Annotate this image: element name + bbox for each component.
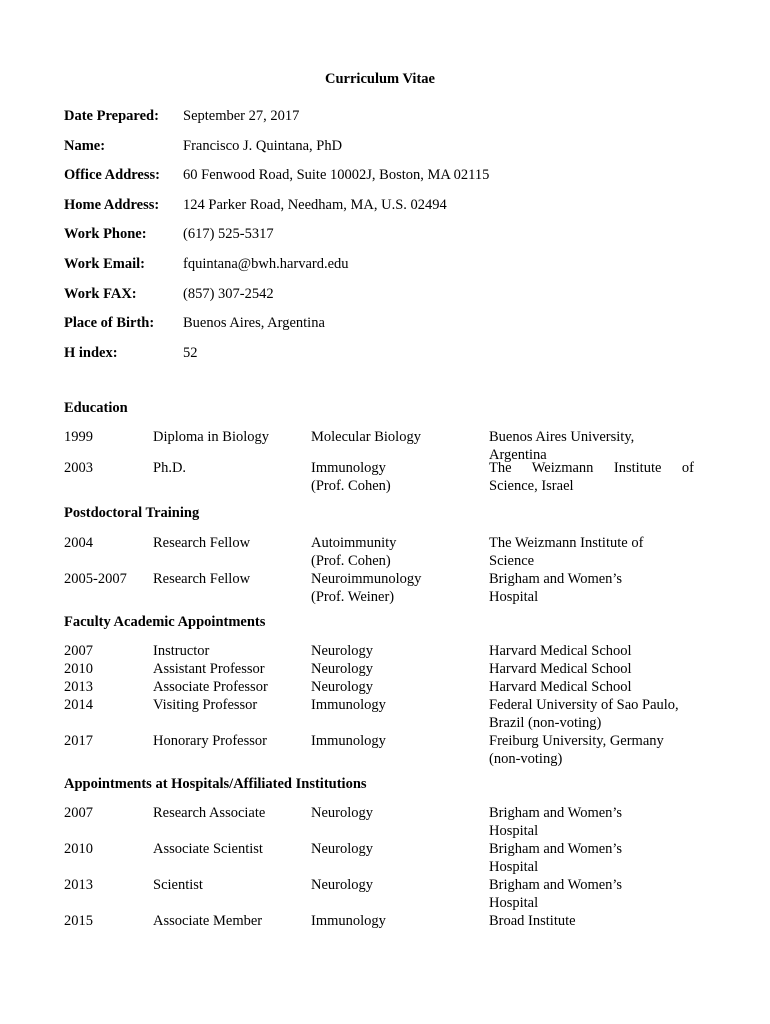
position-cell: Associate Member: [153, 913, 263, 929]
table-row: [64, 894, 714, 912]
department-cell: Immunology: [311, 733, 386, 749]
info-label: H index:: [64, 344, 118, 361]
info-label: Home Address:: [64, 196, 160, 213]
year-cell: 2014: [64, 697, 93, 713]
institution-cell: Hospital: [489, 823, 539, 839]
year-cell: 2005-2007: [64, 571, 127, 587]
institution-cell: Harvard Medical School: [489, 679, 632, 695]
info-label: Date Prepared:: [64, 108, 159, 124]
institution-cell: The Weizmann Institute of: [489, 535, 644, 551]
section-heading: Faculty Academic Appointments: [64, 614, 266, 630]
position-cell: Instructor: [153, 643, 210, 659]
hospital-section: [64, 775, 714, 793]
field-cell: (Prof. Cohen): [311, 553, 391, 569]
field-cell: Autoimmunity: [311, 535, 397, 551]
table-row: [64, 570, 714, 588]
info-row-h-index: [64, 344, 744, 374]
info-row-place-of-birth: [64, 314, 744, 344]
department-cell: Neurology: [311, 643, 374, 659]
institution-cell: Brigham and Women’s: [489, 877, 623, 893]
institution-cell: Freiburg University, Germany: [489, 733, 664, 749]
info-value: Buenos Aires, Argentina: [183, 315, 325, 332]
department-cell: Neurology: [311, 805, 374, 821]
info-label: Work Phone:: [64, 226, 147, 243]
institution-cell: Science: [489, 553, 535, 569]
table-row: [64, 588, 714, 606]
postdoc-section: [64, 504, 714, 522]
info-value: September 27, 2017: [183, 108, 300, 124]
year-cell: 2013: [64, 679, 93, 695]
info-row-date-prepared: [64, 107, 744, 137]
field-cell: Neuroimmunology: [311, 571, 422, 587]
year-cell: 2003: [64, 460, 93, 476]
info-label: Place of Birth:: [64, 315, 155, 332]
institution-cell: Brigham and Women’s: [489, 841, 623, 857]
institution-cell: Brigham and Women’s: [489, 805, 623, 821]
table-row: [64, 696, 714, 714]
field-cell: Molecular Biology: [311, 429, 421, 445]
position-cell: Research Fellow: [153, 535, 251, 551]
position-cell: Associate Scientist: [153, 841, 263, 857]
field-cell: (Prof. Weiner): [311, 589, 395, 605]
table-row: [64, 534, 714, 552]
info-label: Office Address:: [64, 167, 160, 184]
institution-cell: Science, Israel: [489, 478, 574, 494]
info-value: (857) 307-2542: [183, 285, 274, 302]
year-cell: 2013: [64, 877, 93, 893]
table-row: [64, 804, 714, 822]
info-value: fquintana@bwh.harvard.edu: [183, 255, 349, 272]
info-row-home-address: [64, 196, 744, 226]
faculty-section: [64, 613, 714, 631]
degree-cell: Diploma in Biology: [153, 429, 269, 445]
info-label: Name:: [64, 137, 106, 154]
section-heading: Education: [64, 400, 128, 416]
position-cell: Honorary Professor: [153, 733, 267, 749]
table-row: [64, 750, 714, 768]
institution-cell: Brigham and Women’s: [489, 571, 623, 587]
year-cell: 2007: [64, 643, 93, 659]
position-cell: Associate Professor: [153, 679, 268, 695]
institution-cell: Federal University of Sao Paulo,: [489, 697, 679, 713]
institution-cell: Argentina: [489, 447, 547, 463]
document-title: Curriculum Vitae: [325, 71, 435, 87]
table-row: [64, 428, 714, 446]
position-cell: Assistant Professor: [153, 661, 265, 677]
table-row: [64, 732, 714, 750]
info-row-work-email: [64, 255, 744, 285]
department-cell: Neurology: [311, 877, 374, 893]
year-cell: 2010: [64, 841, 93, 857]
position-cell: Research Fellow: [153, 571, 251, 587]
info-value: 52: [183, 344, 198, 361]
table-row: [64, 642, 714, 660]
personal-info: [64, 107, 744, 373]
department-cell: Immunology: [311, 913, 386, 929]
institution-cell: Buenos Aires University,: [489, 429, 635, 445]
institution-cell: Hospital: [489, 589, 539, 605]
table-row: [64, 876, 714, 894]
hospital-entries: [64, 804, 714, 930]
degree-cell: Ph.D.: [153, 460, 187, 476]
info-label: Work FAX:: [64, 285, 137, 302]
table-row: [64, 714, 714, 732]
institution-cell: Hospital: [489, 859, 539, 875]
department-cell: Neurology: [311, 679, 374, 695]
info-row-name: [64, 137, 744, 167]
department-cell: Immunology: [311, 697, 386, 713]
table-row: [64, 822, 714, 840]
position-cell: Visiting Professor: [153, 697, 258, 713]
year-cell: 1999: [64, 429, 93, 445]
info-value: Francisco J. Quintana, PhD: [183, 137, 343, 154]
table-row: [64, 477, 714, 495]
year-cell: 2004: [64, 535, 93, 551]
position-cell: Research Associate: [153, 805, 266, 821]
table-row: [64, 912, 714, 930]
postdoc-entries: [64, 534, 714, 606]
info-row-work-fax: [64, 285, 744, 315]
info-value: 124 Parker Road, Needham, MA, U.S. 02494: [183, 196, 447, 213]
education-section: [64, 399, 714, 417]
institution-cell: Hospital: [489, 895, 539, 911]
institution-cell: The Weizmann Institute of: [489, 460, 694, 476]
table-row: [64, 858, 714, 876]
faculty-entries: [64, 642, 714, 768]
table-row: [64, 678, 714, 696]
info-row-work-phone: [64, 225, 744, 255]
table-row: [64, 840, 714, 858]
table-row: [64, 552, 714, 570]
info-label: Work Email:: [64, 255, 145, 272]
institution-cell: Harvard Medical School: [489, 643, 632, 659]
education-entry: [64, 459, 714, 495]
institution-cell: Broad Institute: [489, 913, 576, 929]
info-row-office-address: [64, 166, 744, 196]
year-cell: 2015: [64, 913, 93, 929]
info-value: (617) 525-5317: [183, 226, 274, 243]
year-cell: 2010: [64, 661, 93, 677]
section-heading: Postdoctoral Training: [64, 505, 200, 521]
field-cell: (Prof. Cohen): [311, 478, 391, 494]
department-cell: Neurology: [311, 841, 374, 857]
year-cell: 2017: [64, 733, 93, 749]
position-cell: Scientist: [153, 877, 203, 893]
table-row: [64, 660, 714, 678]
table-row: [64, 459, 714, 477]
section-heading: Appointments at Hospitals/Affiliated Institutions: [64, 776, 367, 792]
year-cell: 2007: [64, 805, 93, 821]
institution-cell: Harvard Medical School: [489, 661, 632, 677]
department-cell: Neurology: [311, 661, 374, 677]
info-value: 60 Fenwood Road, Suite 10002J, Boston, MA 02115: [183, 167, 490, 184]
institution-cell: Brazil (non-voting): [489, 715, 602, 731]
field-cell: Immunology: [311, 460, 386, 476]
institution-cell: (non-voting): [489, 751, 563, 767]
